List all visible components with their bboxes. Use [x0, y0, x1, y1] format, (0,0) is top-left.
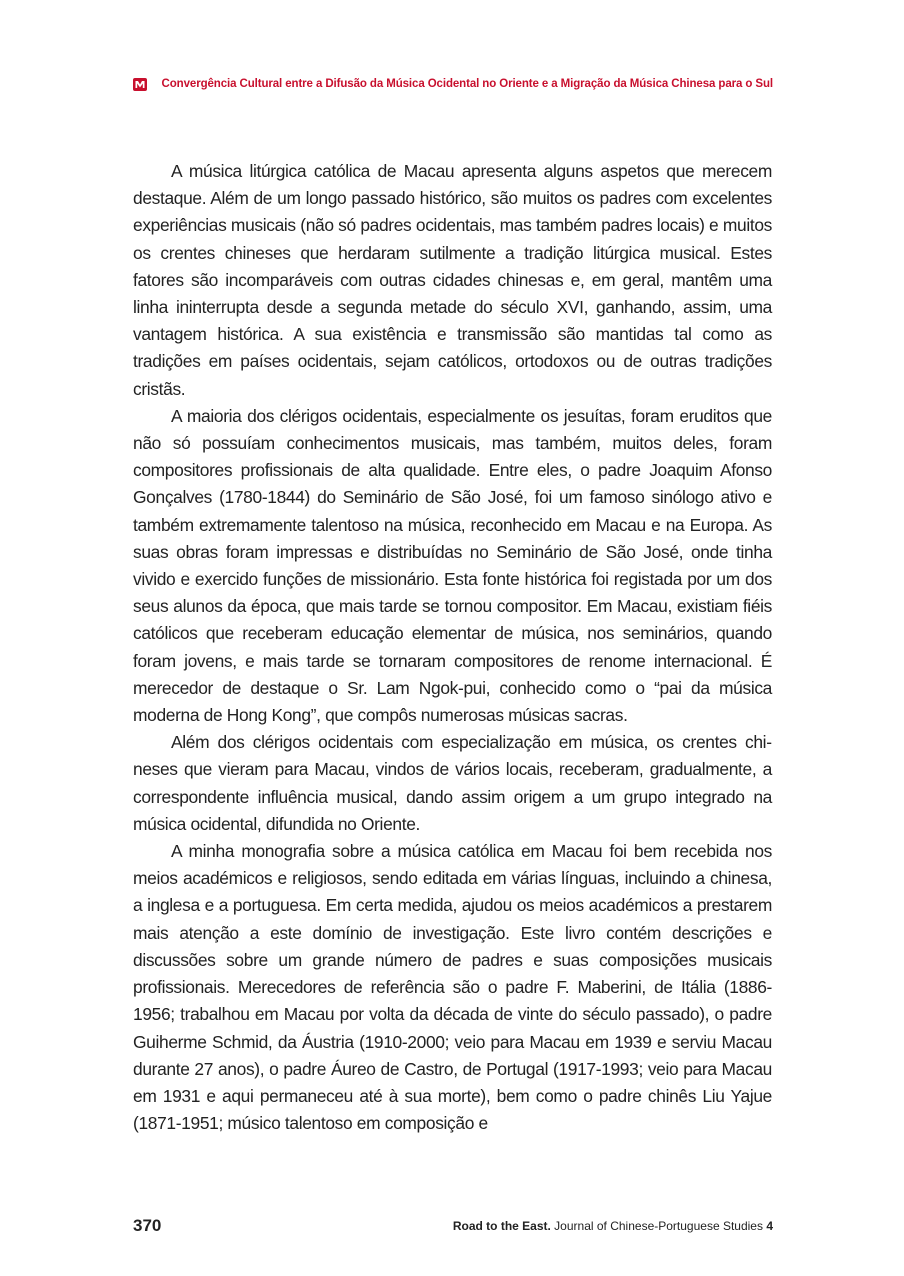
page-number: 370	[133, 1216, 162, 1235]
journal-citation	[453, 1219, 773, 1233]
page-footer	[133, 1216, 773, 1238]
paragraph: A minha monografia sobre a música católica em Macau foi bem recebida nos meios académicos e religiosos, sendo editada em várias línguas, incluindo a chinesa, a inglesa e a portuguesa. Em certa medida, ajudou os meios académicos a prestarem mais atenção a este domínio de investigação. Este livro contém descrições e discussões sobre um grande número de padres e suas composições musicais profissionais. Merecedores de referência são o padre F. Maberini, de Itália (1886-1956; trabalhou em Macau por volta da década de vinte do século passado), o padre Guiherme Schmid, da Áustria (1910-2000; veio para Macau em 1939 e serviu Macau durante 27 anos), o padre Áureo de Castro, de Portugal (1917-1993; veio para Macau em 1931 e aqui permaneceu até à sua morte), bem como o padre chinês Liu Yajue (1871-1951; músico talentoso em composição e	[133, 841, 772, 1134]
paragraph: A música litúrgica católica de Macau apresenta alguns aspetos que merecem destaque. Além de um longo passado histórico, são muitos os padres com excelentes experiências musicais (não só padres ocidentais, mas também padres locais) e muitos os crentes chineses que herdaram sutilmente a tradição litúrgica musical. Estes fatores são incomparáveis com outras cidades chinesas e, em geral, mantêm uma linha ininterrupta desde a segunda metade do século XVI, ganhando, assim, uma vantagem histórica. A sua existência e transmissão são mantidas tal como as tradições em países ocidentais, sejam católicos, ortodoxos ou de outras tradições cristãs.	[133, 161, 772, 399]
article-body	[133, 158, 772, 1137]
journal-subtitle: Journal of Chinese-Portuguese Studies	[550, 1219, 767, 1233]
running-header	[133, 76, 773, 96]
journal-logo-icon	[133, 78, 147, 91]
journal-name: Road to the East.	[452, 1219, 551, 1233]
paragraph: A maioria dos clérigos ocidentais, especialmente os jesuítas, foram eruditos que não só possuíam conhecimentos musicais, mas também, muitos deles, foram compositores profissionais de alta qualidade. Entre eles, o padre Joaquim Afonso Gonçalves (1780-1844) do Seminário de São José, foi um famoso sinólogo ativo e também extremamente talentoso na música, reconhecido em Macau e na Europa. As suas obras foram impressas e distribuídas no Seminário de São José, onde tinha vivido e exercido funções de missionário. Esta fonte histórica foi registada por um dos seus alunos da época, que mais tarde se tornou compositor. Em Macau, existiam fiéis católicos que receberam educação elementar de música, nos seminários, quando foram jovens, e mais tarde se tornaram compositores de renome internacional. É merecedor de destaque o Sr. Lam Ngok-pui, conhecido como o “pai da música moderna de Hong Kong”, que compôs numerosas músicas sacras.	[133, 405, 772, 726]
header-title: Convergência Cultural entre a Difusão da Música Ocidental no Oriente e a Migração da Música Chinesa para o Sul	[161, 78, 773, 90]
journal-volume: 4	[766, 1219, 773, 1233]
paragraph: Além dos clérigos ocidentais com especialização em música, os crentes chineses que vieram para Macau, vindos de vários locais, receberam, gradualmente, a correspondente influência musical, dando assim origem a um grupo integrado na música ocidental, difundida no Oriente.	[133, 732, 772, 834]
